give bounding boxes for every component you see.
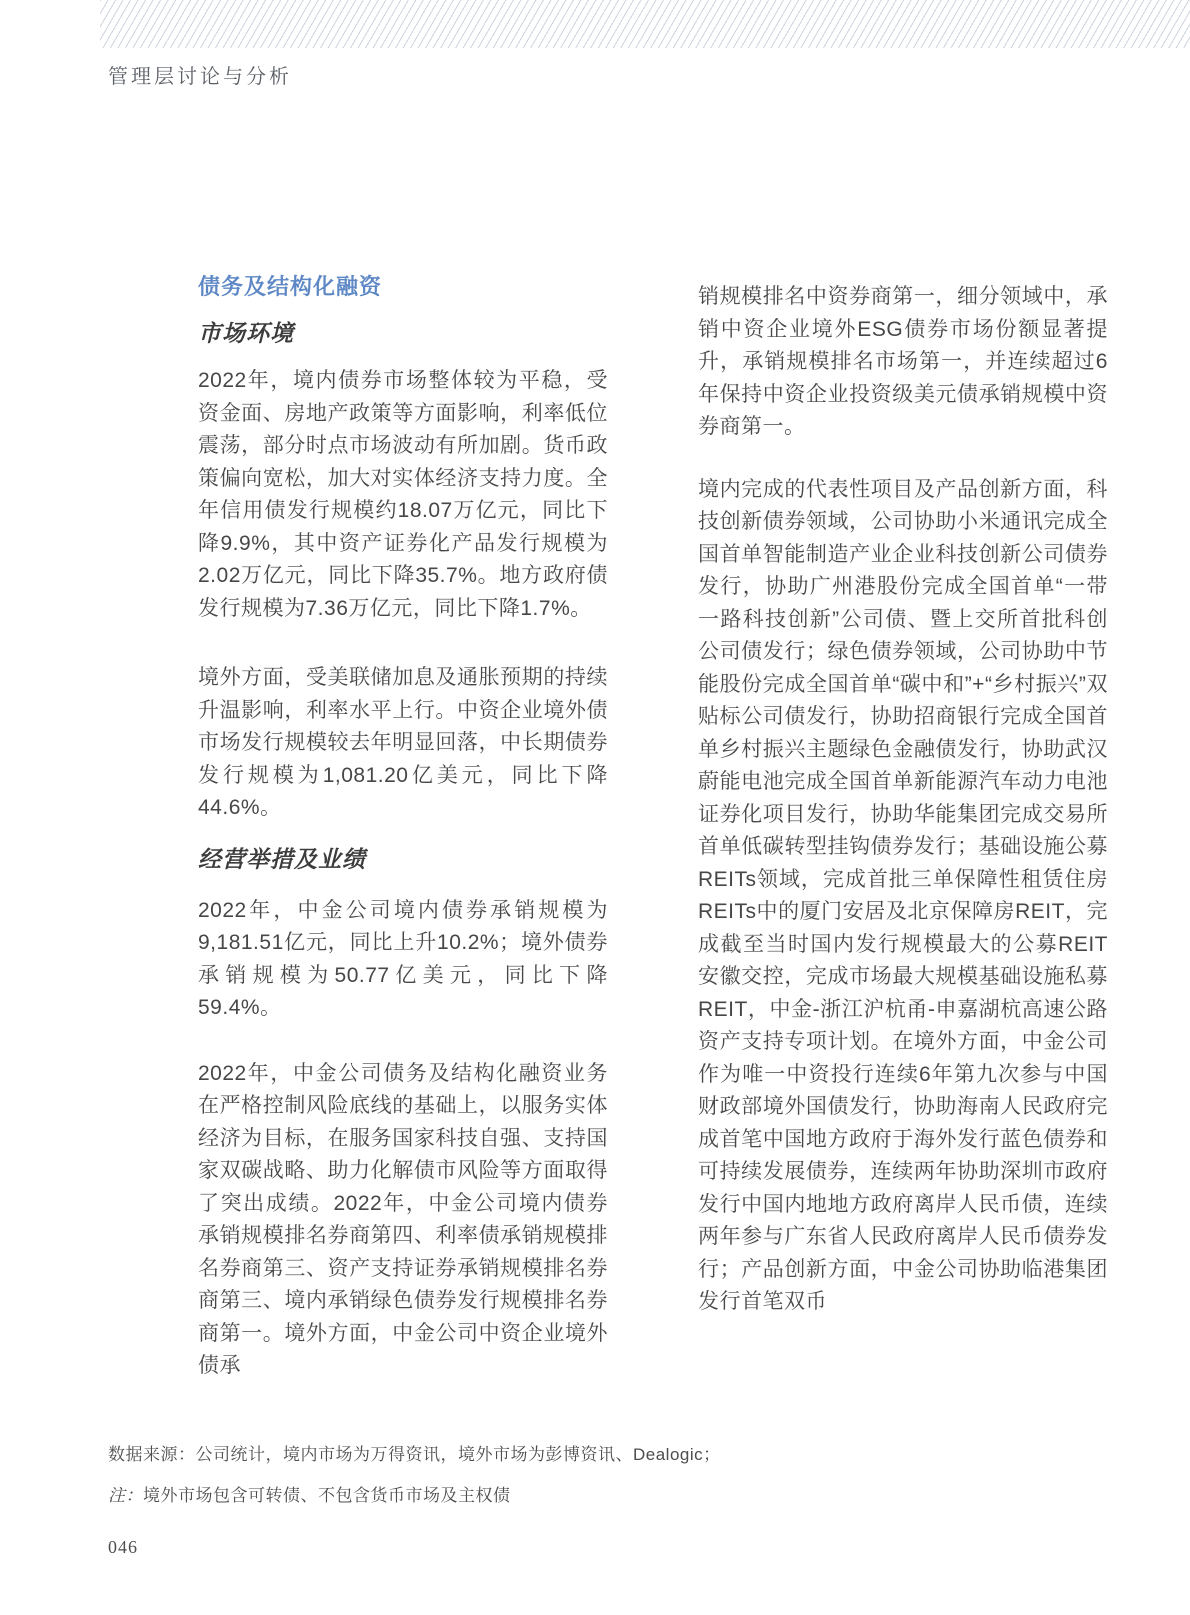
footnote-note (108, 1481, 511, 1506)
left-column (198, 272, 608, 1383)
page-header-title: 管理层讨论与分析 (108, 66, 292, 88)
footnote-data-source: 数据来源：公司统计，境内市场为万得资讯，境外市场为彭博资讯、Dealogic； (108, 1445, 721, 1464)
decorative-hatch-band (100, 0, 1190, 48)
paragraph-domestic-bond-market: 2022年，境内债券市场整体较为平稳，受资金面、房地产政策等方面影响，利率低位震荡，部分时点市场波动有所加剧。货币政策偏向宽松，加大对实体经济支持力度。全年信用债发行规模约18.07万亿元，同比下降9.9%，其中资产证券化产品发行规模为2.02万亿元，同比下降35.7%。地方政府债发行规模为7.36万亿元，同比下降1.7%。 (198, 369, 608, 620)
page-number: 046 (108, 1537, 138, 1557)
footnote-note-label: 注： (108, 1486, 143, 1505)
subhead-operations-results: 经营举措及业绩 (198, 846, 366, 872)
paragraph-representative-projects: 境内完成的代表性项目及产品创新方面，科技创新债券领域，公司协助小米通讯完成全国首单智能制造产业企业科技创新公司债券发行，协助广州港股份完成全国首单“一带一路科技创新”公司债、暨上交所首批科创公司债发行；绿色债券领域，公司协助中节能股份完成全国首单“碳中和”+“乡村振兴”双贴标公司债发行，协助招商银行完成全国首单乡村振兴主题绿色金融债发行，协助武汉蔚能电池完成全国首单新能源汽车动力电池证券化项目发行，协助华能集团完成交易所首单低碳转型挂钩债券发行；基础设施公募REITs领域，完成首批三单保障性租赁住房REITs中的厦门安居及北京保障房REIT，完成截至当时国内发行规模最大的公募REIT安徽交控，完成市场最大规模基础设施私募REIT，中金-浙江沪杭甬-申嘉湖杭高速公路资产支持专项计划。在境外方面，中金公司作为唯一中资投行连续6年第九次参与中国财政部境外国债发行，协助海南人民政府完成首笔中国地方政府于海外发行蓝色债券和可持续发展债券，连续两年协助深圳市政府发行中国内地地方政府离岸人民币债，连续两年参与广东省人民政府离岸人民币债券发行；产品创新方面，中金公司协助临港集团发行首笔双币 (698, 477, 1108, 1313)
paragraph-offshore-ranking-continued: 销规模排名中资券商第一，细分领域中，承销中资企业境外ESG债券市场份额显著提升，承销规模排名市场第一，并连续超过6年保持中资企业投资级美元债承销规模中资券商第一。 (698, 285, 1108, 438)
paragraph-offshore-bond-market: 境外方面，受美联储加息及通胀预期的持续升温影响，利率水平上行。中资企业境外债市场发行规模较去年明显回落，中长期债券发行规模为1,081.20亿美元，同比下降44.6%。 (198, 666, 608, 819)
subhead-market-environment: 市场环境 (198, 321, 294, 346)
section-title-debt-structured-finance: 债务及结构化融资 (198, 274, 383, 299)
paragraph-underwriting-scale: 2022年，中金公司境内债券承销规模为9,181.51亿元，同比上升10.2%；境外债券承销规模为50.77亿美元，同比下降59.4%。 (198, 898, 608, 1019)
footnote-note-text: 境外市场包含可转债、不包含货币市场及主权债 (143, 1486, 511, 1505)
paragraph-business-achievements: 2022年，中金公司债务及结构化融资业务在严格控制风险底线的基础上，以服务实体经济为目标，在服务国家科技自强、支持国家双碳战略、助力化解债市风险等方面取得了突出成绩。2022年，中金公司境内债券承销规模排名券商第四、利率债承销规模排名券商第三、资产支持证券承销规模排名券商第三、境内承销绿色债券发行规模排名券商第一。境外方面，中金公司中资企业境外债承 (198, 1061, 608, 1377)
right-column (698, 281, 1108, 1319)
